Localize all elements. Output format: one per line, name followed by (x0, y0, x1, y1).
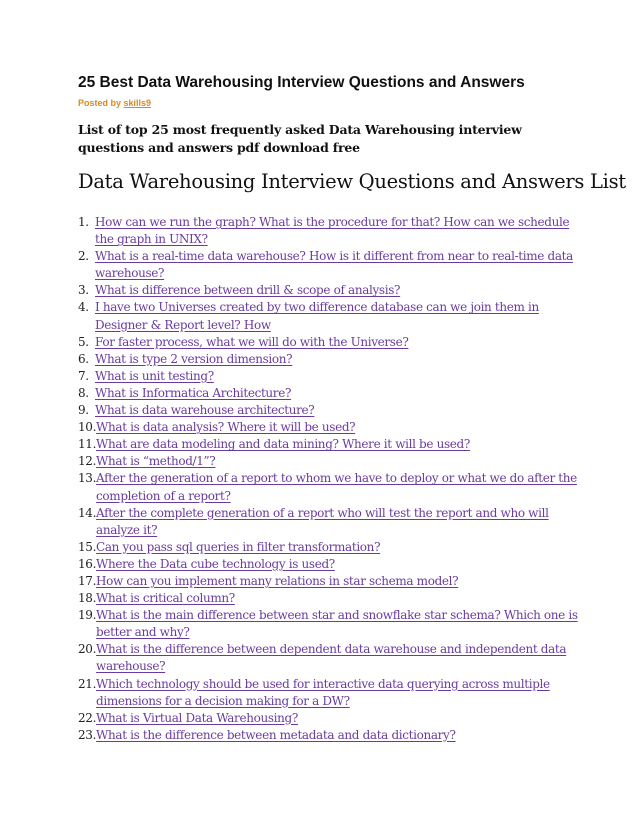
intro-text: List of top 25 most frequently asked Data Warehousing interview questions and answers pdf download free (78, 122, 522, 155)
question-item (78, 573, 578, 590)
question-number: 9. (78, 403, 89, 418)
question-link[interactable]: What is a real-time data warehouse? How is it different from near to real-time data warehouse? (95, 249, 573, 281)
question-link[interactable]: What is critical column? (96, 591, 235, 606)
question-number: 17. (78, 573, 97, 588)
question-link[interactable]: What is “method/1”? (96, 454, 216, 469)
section-heading: Data Warehousing Interview Questions and Answers List (78, 170, 626, 193)
question-number: 2. (78, 249, 89, 264)
question-number: 19. (78, 608, 97, 623)
question-link[interactable]: What are data modeling and data mining? Where it will be used? (96, 437, 470, 452)
question-item (78, 556, 578, 573)
posted-by-line (78, 98, 151, 108)
question-item (78, 351, 578, 368)
question-link[interactable]: What is data analysis? Where it will be used? (96, 420, 356, 435)
question-number: 10. (78, 420, 97, 435)
question-number: 1. (78, 215, 89, 229)
question-link[interactable]: What is type 2 version dimension? (95, 351, 293, 366)
question-link[interactable]: What is unit testing? (95, 368, 214, 383)
question-number: 12. (78, 454, 97, 469)
question-number: 7. (78, 368, 89, 383)
question-number: 5. (78, 334, 89, 349)
question-number: 22. (78, 710, 97, 725)
question-link[interactable]: How can we run the graph? What is the procedure for that? How can we schedule the graph in UNIX? (95, 215, 570, 247)
question-item (78, 590, 578, 607)
question-number: 15. (78, 539, 97, 554)
question-link[interactable]: Can you pass sql queries in filter transformation? (96, 539, 381, 554)
question-number: 21. (78, 676, 97, 691)
question-item (78, 607, 578, 641)
question-link[interactable]: How can you implement many relations in star schema model? (96, 573, 459, 588)
question-item (78, 334, 578, 351)
question-number: 4. (78, 300, 89, 315)
question-number: 11. (78, 437, 97, 452)
posted-by-label: Posted by (78, 98, 124, 108)
question-number: 13. (78, 471, 97, 486)
question-item (78, 453, 578, 470)
question-link[interactable]: I have two Universes created by two difference database can we join them in Designer & Report level? How (95, 300, 539, 332)
question-link[interactable]: Where the Data cube technology is used? (96, 556, 335, 571)
question-list (78, 214, 578, 744)
question-item (78, 385, 578, 402)
question-item (78, 676, 578, 710)
question-item (78, 402, 578, 419)
question-link[interactable]: What is data warehouse architecture? (95, 403, 315, 418)
question-item (78, 368, 578, 385)
question-item (78, 470, 578, 504)
question-item (78, 539, 578, 556)
question-link[interactable]: Which technology should be used for interactive data querying across multiple dimensions for a decision making for a DW? (96, 676, 550, 708)
question-item (78, 436, 578, 453)
question-item (78, 505, 578, 539)
question-link[interactable]: What is the difference between metadata and data dictionary? (96, 727, 456, 742)
question-link[interactable]: What is Virtual Data Warehousing? (96, 710, 298, 725)
question-number: 14. (78, 505, 97, 520)
question-item (78, 641, 578, 675)
question-item (78, 248, 578, 282)
question-item (78, 727, 578, 744)
question-number: 3. (78, 283, 89, 298)
question-link[interactable]: After the generation of a report to whom we have to deploy or what we do after the completion of a report? (96, 471, 577, 503)
question-item (78, 282, 578, 299)
question-link[interactable]: What is Informatica Architecture? (95, 385, 292, 400)
question-item (78, 299, 578, 333)
question-number: 8. (78, 385, 89, 400)
question-number: 23. (78, 727, 97, 742)
question-link[interactable]: What is the difference between dependent data warehouse and independent data warehouse? (96, 642, 567, 674)
question-number: 16. (78, 556, 97, 571)
question-number: 18. (78, 591, 97, 606)
question-number: 6. (78, 351, 89, 366)
question-item (78, 710, 578, 727)
question-item (78, 419, 578, 436)
question-link[interactable]: For faster process, what we will do with the Universe? (95, 334, 409, 349)
question-link[interactable]: What is the main difference between star and snowflake star schema? Which one is better and why? (96, 608, 578, 640)
question-item (78, 214, 578, 248)
question-link[interactable]: What is difference between drill & scope of analysis? (95, 283, 401, 298)
author-link[interactable]: skills9 (123, 98, 152, 108)
page-title: 25 Best Data Warehousing Interview Questions and Answers (78, 74, 525, 91)
question-link[interactable]: After the complete generation of a report who will test the report and who will analyze it? (96, 505, 549, 537)
question-number: 20. (78, 642, 97, 657)
